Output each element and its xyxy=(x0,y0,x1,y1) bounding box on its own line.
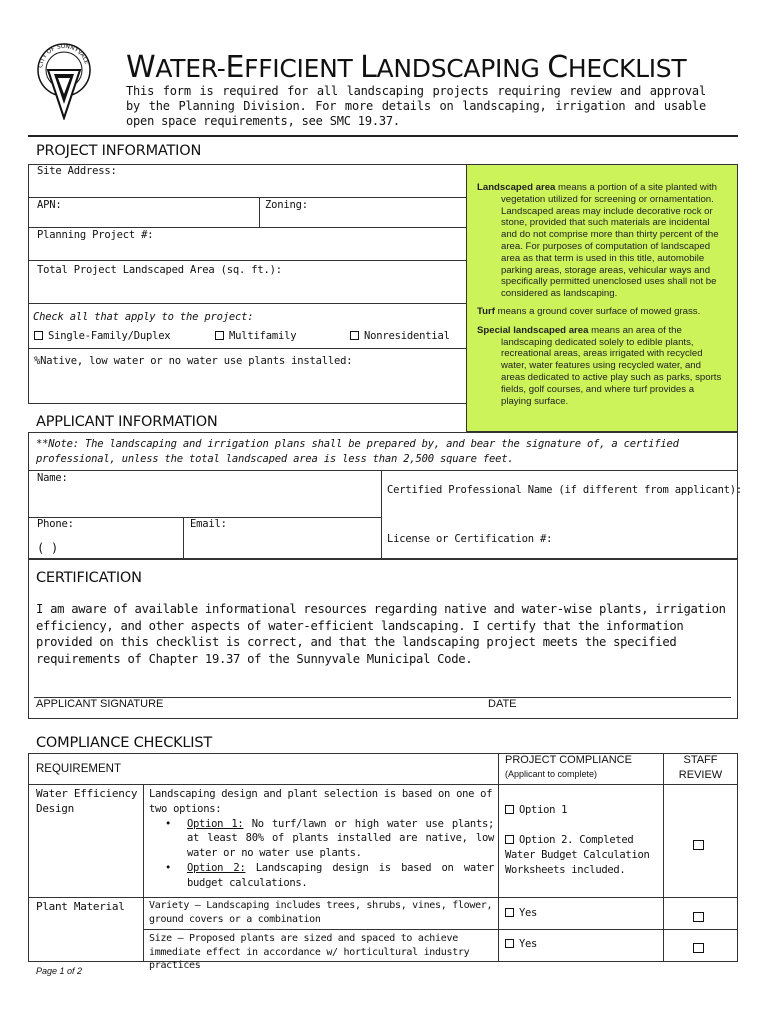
divider xyxy=(28,897,738,898)
divider xyxy=(143,929,738,930)
row1-option1-compliance[interactable]: Option 1 xyxy=(505,803,567,818)
checkbox-icon[interactable] xyxy=(505,835,514,844)
plant-material-requirement: Plant Material xyxy=(36,900,125,913)
checkbox-icon[interactable] xyxy=(693,943,704,953)
project-information-heading: PROJECT INFORMATION xyxy=(36,143,202,159)
certified-professional-name-field[interactable]: Certified Professional Name (if different from applicant): xyxy=(387,484,743,496)
license-certification-field[interactable]: License or Certification #: xyxy=(387,533,553,545)
definitions-box xyxy=(466,164,738,432)
checkbox-icon[interactable] xyxy=(505,908,514,917)
intro-text: This form is required for all landscaping projects requiring review and approval by the Planning Division. For more details on landscaping, irrigation and usable open space requirements, see SMC 19.37. xyxy=(126,84,706,128)
apn-field[interactable]: APN: xyxy=(37,199,62,211)
planning-project-field[interactable]: Planning Project #: xyxy=(37,229,154,241)
requirement-column-header: REQUIREMENT xyxy=(36,763,121,775)
divider xyxy=(663,753,664,962)
email-field[interactable]: Email: xyxy=(190,518,227,530)
certified-professional-note: **Note: The landscaping and irrigation plans shall be prepared by, and bear the signature of, a certified professional, unless the total landscaped area is less than 2,500 square feet. xyxy=(36,438,679,465)
project-compliance-column-header: PROJECT COMPLIANCE xyxy=(505,754,632,766)
checkbox-icon[interactable] xyxy=(350,331,359,340)
staff-review-header-line2: REVIEW xyxy=(678,769,723,781)
plant-variety-staff-review-checkbox[interactable] xyxy=(693,907,704,926)
compliance-checklist-heading: COMPLIANCE CHECKLIST xyxy=(36,735,213,751)
checkbox-icon[interactable] xyxy=(215,331,224,340)
bullet-icon: • xyxy=(165,861,172,874)
checkbox-icon[interactable] xyxy=(693,912,704,922)
name-field[interactable]: Name: xyxy=(37,472,68,484)
certification-statement: I am aware of available informational resources regarding native and water-wise plants, irrigation efficiency, and other aspects of water-efficient landscaping. I certify that the information provided on this checklist is correct, and that the landscaping project meets the specified requirements of Chapter 19.37 of the Sunnyvale Municipal Code. xyxy=(36,602,726,666)
check-all-label: Check all that apply to the project: xyxy=(33,311,254,323)
header-divider xyxy=(28,135,738,137)
multifamily-option[interactable] xyxy=(215,330,296,342)
divider xyxy=(28,784,738,785)
project-compliance-subheader: (Applicant to complete) xyxy=(505,769,598,779)
native-plants-field[interactable]: %Native, low water or no water use plants installed: xyxy=(34,355,353,367)
checkbox-icon[interactable] xyxy=(34,331,43,340)
plant-size-description: Size – Proposed plants are sized and spaced to achieve immediate effect in accordance w/ horticultural industry practices xyxy=(149,933,470,971)
row1-option2-description: • Option 2: Landscaping design is based on water budget calculations. xyxy=(165,861,494,889)
plant-size-staff-review-checkbox[interactable] xyxy=(693,938,704,957)
date-label: DATE xyxy=(488,698,517,710)
divider xyxy=(143,784,144,962)
landscaped-area-definition: Landscaped area means a portion of a site planted with vegetation utilized for screening or ornamentation. Landscaped areas may include decorative rock or stone, provided that such materials are incidental and do not comprise more than thirty percent of the area. For purposes of computation of landscaped area as that term is used in this title, automobile parking areas, storage areas, vehicular ways and specifically permitted unenclosed uses shall not be considered as landscaping. xyxy=(477,182,719,300)
single-family-label: Single-Family/Duplex xyxy=(48,330,171,342)
total-landscaped-area-field[interactable]: Total Project Landscaped Area (sq. ft.): xyxy=(37,264,282,276)
row1-intro: Landscaping design and plant selection is based on one of two options: xyxy=(149,788,493,815)
divider xyxy=(381,470,382,559)
row1-option1-description: • Option 1: No turf/lawn or high water use plants; at least 80% of plants installed are native, low water or no water use plants. xyxy=(165,817,495,860)
phone-field[interactable]: Phone: xyxy=(37,518,74,530)
divider xyxy=(28,348,467,349)
checkbox-icon[interactable] xyxy=(505,939,514,948)
zoning-field[interactable]: Zoning: xyxy=(265,199,308,211)
divider xyxy=(28,197,467,198)
applicant-signature-label: APPLICANT SIGNATURE xyxy=(36,698,164,710)
phone-area-code: ( ) xyxy=(37,541,59,555)
city-of-sunnyvale-logo xyxy=(34,40,94,120)
plant-variety-compliance[interactable]: Yes xyxy=(505,906,537,921)
turf-definition: Turf means a ground cover surface of mowed grass. xyxy=(477,305,701,317)
row1-staff-review-checkbox[interactable] xyxy=(693,835,704,854)
page-title: WATER-EFFICIENT LANDSCAPING CHECKLIST xyxy=(126,50,687,85)
plant-variety-description: Variety – Landscaping includes trees, shrubs, vines, flower, ground covers or a combination xyxy=(149,900,493,925)
divider xyxy=(183,517,184,559)
certification-heading: CERTIFICATION xyxy=(36,570,142,586)
divider xyxy=(498,753,499,962)
special-landscaped-area-definition: Special landscaped area means an area of the landscaping dedicated solely to edible plants, recreational areas, areas irrigated with recycled water, water features using recycled water, and areas dedicated to active play such as parks, sports fields, golf courses, and where turf provides a playing surface. xyxy=(477,324,722,407)
single-family-option[interactable] xyxy=(34,330,170,342)
nonresidential-option[interactable] xyxy=(350,330,450,342)
checkbox-icon[interactable] xyxy=(505,805,514,814)
page-number: Page 1 of 2 xyxy=(36,966,83,976)
multifamily-label: Multifamily xyxy=(229,330,297,342)
water-efficiency-design-description xyxy=(149,787,494,891)
site-address-field[interactable]: Site Address: xyxy=(37,165,117,177)
row1-option2-compliance[interactable]: Option 2. Completed Water Budget Calculation Worksheets included. xyxy=(505,834,650,876)
divider xyxy=(28,260,467,261)
plant-size-compliance[interactable]: Yes xyxy=(505,937,537,952)
divider xyxy=(28,303,467,304)
checkbox-icon[interactable] xyxy=(693,840,704,850)
divider xyxy=(259,197,260,227)
svg-text:CITY OF SUNNYVALE: CITY OF SUNNYVALE xyxy=(37,42,91,69)
nonresidential-label: Nonresidential xyxy=(364,330,450,342)
bullet-icon: • xyxy=(165,817,172,830)
staff-review-header-line1: STAFF xyxy=(683,754,718,766)
project-information-box xyxy=(28,164,467,404)
divider xyxy=(28,227,467,228)
water-efficiency-design-requirement: Water Efficiency Design xyxy=(36,787,138,815)
applicant-information-heading: APPLICANT INFORMATION xyxy=(36,414,218,430)
divider xyxy=(28,470,738,471)
